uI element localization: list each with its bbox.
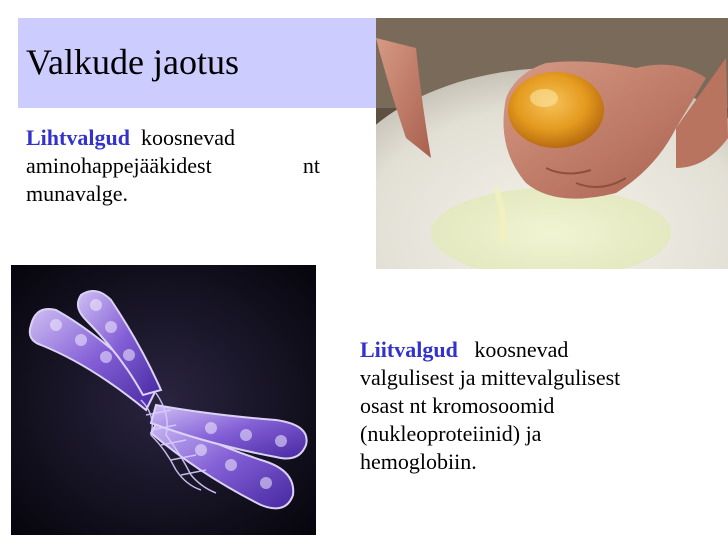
chromosome-photo [11,265,316,535]
complex-proteins-line-4: (nukleoproteiinid) ja [360,421,542,446]
complex-proteins-line-1 [360,336,700,364]
complex-proteins-paragraph [360,336,700,476]
simple-proteins-text-nt: nt [302,153,320,178]
complex-proteins-term: Liitvalgud [360,337,458,362]
simple-proteins-text-3: munavalge. [26,181,129,206]
simple-proteins-paragraph [26,124,320,208]
complex-proteins-line-3: osast nt kromosoomid [360,393,555,418]
slide-title: Valkude jaotus [26,42,239,82]
complex-proteins-text-1: koosnevad [474,337,569,362]
chromosome-illustration [11,265,316,535]
egg-illustration [376,18,728,269]
simple-proteins-line-2 [26,152,320,180]
title-box [18,18,378,108]
complex-proteins-line-2: valgulisest ja mittevalgulisest [360,365,621,390]
simple-proteins-text-2: aminohappejääkidest [26,153,212,178]
simple-proteins-term: Lihtvalgud [26,125,130,150]
complex-proteins-line-5: hemoglobiin. [360,449,477,474]
simple-proteins-line-1 [26,124,320,152]
egg-photo [376,18,728,269]
simple-proteins-line-3 [26,180,320,208]
simple-proteins-text-1: koosnevad [140,125,236,150]
